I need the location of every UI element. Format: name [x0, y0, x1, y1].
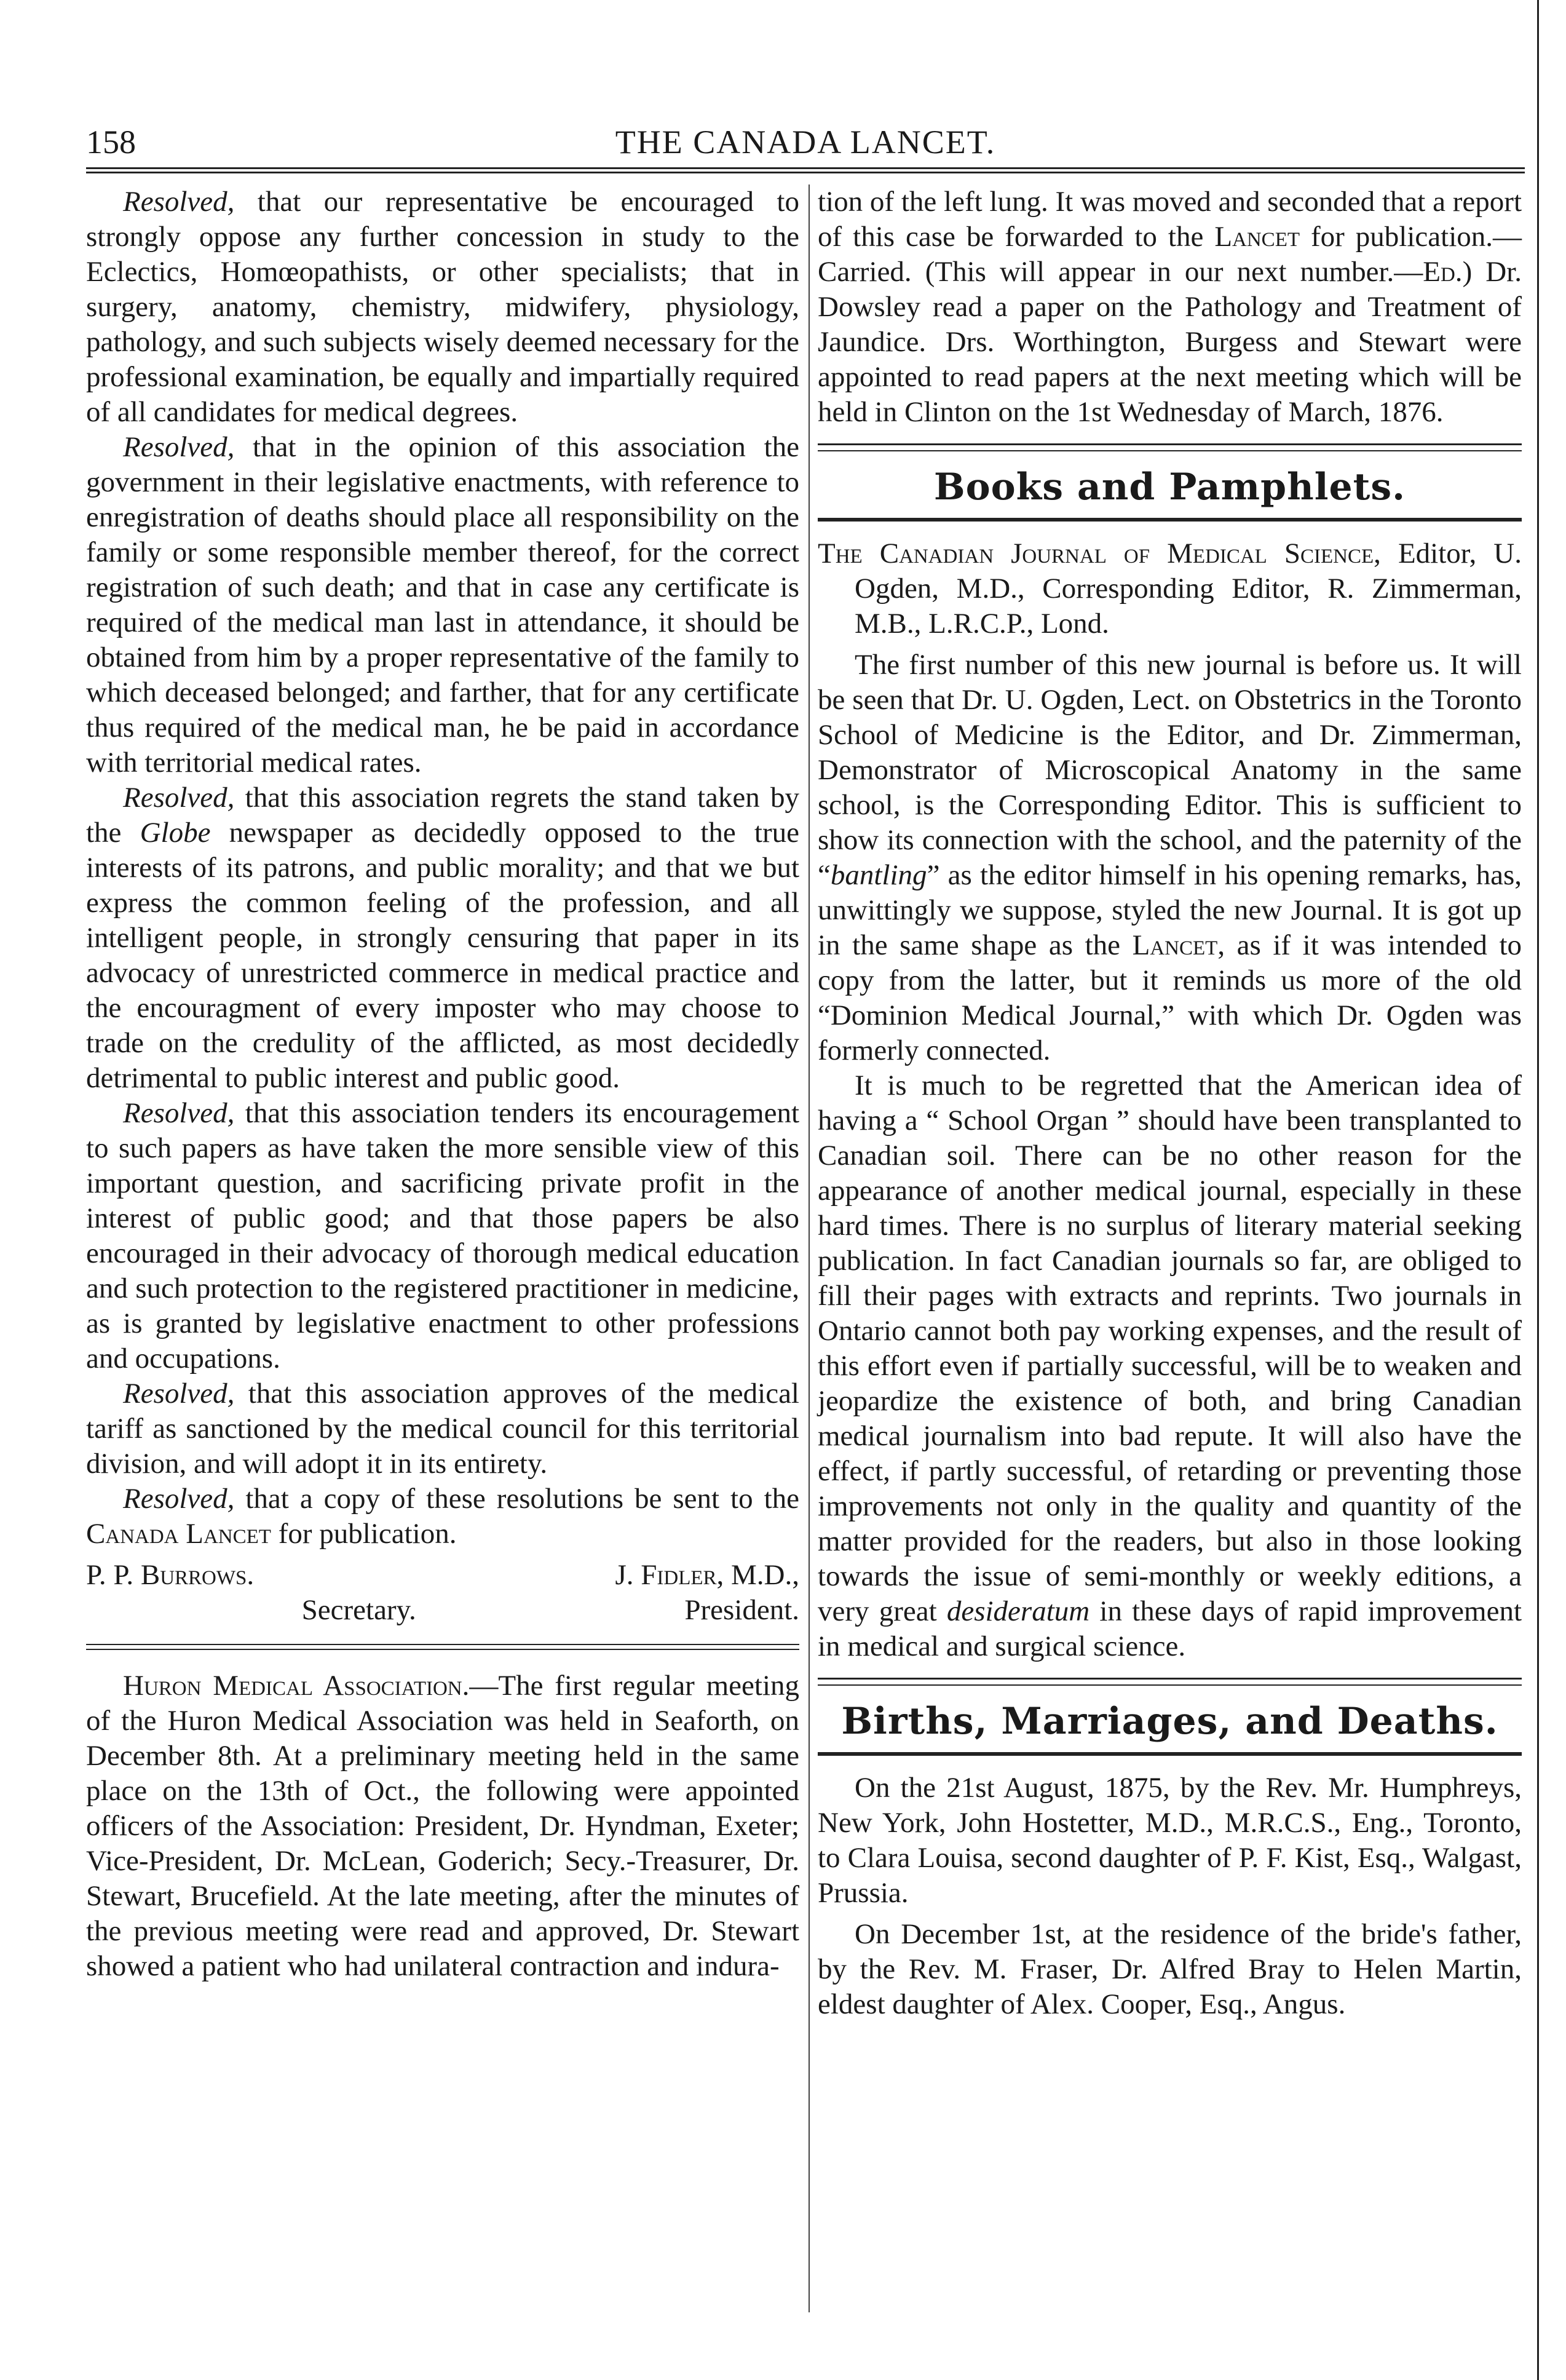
- page-edge-rule: [1537, 0, 1539, 2380]
- resolution-3: Resolved, that this association regrets the stand taken by the Globe newspaper as decidedly opposed to the true interests of its patrons, and public morality; and that we but express the common feeling of the profession, and all intelligent people, in strongly censuring that paper in its advocacy of unrestricted commerce in medical practice and the encouragment of every imposter who may choose to trade on the credulity of the afflicted, as most decidedly detrimental to public interest and public good.: [86, 782, 800, 1094]
- marriage-notice-1: On the 21st August, 1875, by the Rev. Mr. Humphreys, New York, John Hostetter, M.D., M.R.C.S., Eng., Toronto, to Clara Louisa, second daughter of P. F. Kist, Esq., Walgast, Prussia.: [818, 1772, 1522, 1909]
- births-heading: Births, Marriages, and Deaths.: [841, 1700, 1498, 1743]
- header-rule: [86, 167, 1525, 173]
- president-title: President.: [684, 1594, 799, 1626]
- books-heading-rule: [818, 518, 1522, 522]
- books-top-rule: [818, 443, 1522, 451]
- marriage-notice-2: On December 1st, at the residence of the bride's father, by the Rev. M. Fraser, Dr. Alfred Bray to Helen Martin, eldest daughter of Alex. Cooper, Esq., Angus.: [818, 1918, 1522, 2020]
- secretary-name: P. P. Burrows.: [86, 1559, 255, 1591]
- left-column: [86, 184, 799, 1984]
- book-review-para-1: The first number of this new journal is before us. It will be seen that Dr. U. Ogden, Lect. on Obstetrics in the Toronto School of Medicine is the Editor, and Dr. Zimmerman, Demonstrator of Microscopical Anatomy in the same school, is the Corresponding Editor. This is sufficient to show its connection with the school, and the paternity of the “bantling” as the editor himself in his opening remarks, has, unwittingly we suppose, styled the new Journal. It is got up in the same shape as the Lancet, as if it was intended to copy from the latter, but it reminds us more of the old “Dominion Medical Journal,” with which Dr. Ogden was formerly connected.: [818, 649, 1522, 1066]
- running-title: THE CANADA LANCET.: [615, 124, 996, 161]
- section-separator: [86, 1644, 799, 1650]
- column-divider: [809, 184, 810, 2312]
- signature-block: [86, 1558, 799, 1628]
- book-review-para-2: It is much to be regretted that the American idea of having a “ School Organ ” should have been transplanted to Canadian soil. There can be no other reason for the appearance of another medical journal, especially in these hard times. There is no surplus of literary material seeking publication. In fact Canadian journals so far, are obliged to fill their pages with extracts and reprints. Two journals in Ontario cannot both pay working expenses, and the result of this effort even if partially successful, will be to weaken and jeopardize the existence of both, and bring Canadian medical journalism into bad repute. It will also have the effect, if partly successful, of retarding or preventing those improvements not only in the quality and quantity of the matter provided for the readers, but also in those looking towards the issue of semi-monthly or weekly editions, a very great desideratum in these days of rapid improvement in medical and surgical science.: [818, 1069, 1522, 1662]
- book-entry: The Canadian Journal of Medical Science, Editor, U. Ogden, M.D., Corresponding Editor, R. Zimmerman, M.B., L.R.C.P., Lond.: [818, 537, 1522, 640]
- page-number: 158: [86, 124, 136, 161]
- huron-continuation: tion of the left lung. It was moved and seconded that a report of this case be forwarded to the Lancet for publication.—Carried. (This will appear in our next number.—Ed.) Dr. Dowsley read a paper on the Pathology and Treatment of Jaundice. Drs. Worthington, Burgess and Stewart were appointed to read papers at the next meeting which will be held in Clinton on the 1st Wednesday of March, 1876.: [818, 186, 1522, 428]
- books-heading: Books and Pamphlets.: [933, 466, 1406, 509]
- resolution-2: Resolved, that in the opinion of this association the government in their legislative enactments, with reference to enregistration of deaths should place all responsibility on the family or some responsible member thereof, for the correct registration of such death; and that in case any certificate is required of the medical man last in attendance, it should be obtained from him by a proper representative of the family to which deceased belonged; and farther, that for any certificate thus required of the medical man, he be paid in accordance with territorial medical rates.: [86, 431, 799, 779]
- resolution-5: Resolved, that this association approves of the medical tariff as sanctioned by the medical council for this territorial division, and will adopt it in its entirety.: [86, 1378, 799, 1480]
- president-name: J. Fidler, M.D.,: [615, 1559, 799, 1591]
- births-top-rule: [818, 1678, 1522, 1686]
- page-header: [86, 123, 1525, 166]
- secretary-title: Secretary.: [301, 1594, 416, 1626]
- resolution-1: Resolved, that our representative be encouraged to strongly oppose any further concession in study to the Eclectics, Homœopathists, or other specialists; that in surgery, anatomy, chemistry, midwifery, physiology, pathology, and such subjects wisely deemed necessary for the professional examination, be equally and impartially required of all candidates for medical degrees.: [86, 186, 799, 428]
- huron-association-report: Huron Medical Association.—The first regular meeting of the Huron Medical Association was held in Seaforth, on December 8th. At a preliminary meeting held in the same place on the 13th of Oct., the following were appointed officers of the Association: President, Dr. Hyndman, Exeter; Vice-President, Dr. McLean, Goderich; Secy.-Treasurer, Dr. Stewart, Brucefield. At the late meeting, after the minutes of the previous meeting were read and approved, Dr. Stewart showed a patient who had unilateral contraction and indura-: [86, 1670, 799, 1982]
- resolution-6: Resolved, that a copy of these resolutions be sent to the Canada Lancet for publication.: [86, 1483, 799, 1550]
- births-heading-rule: [818, 1752, 1522, 1756]
- resolution-4: Resolved, that this association tenders its encouragement to such papers as have taken the more sensible view of this important question, and sacrificing private profit in the interest of public good; and that those papers be also encouraged in their advocacy of thorough medical education and such protection to the registered practitioner in medicine, as is granted by legislative enactment to other professions and occupations.: [86, 1097, 799, 1374]
- right-column: [818, 184, 1522, 2022]
